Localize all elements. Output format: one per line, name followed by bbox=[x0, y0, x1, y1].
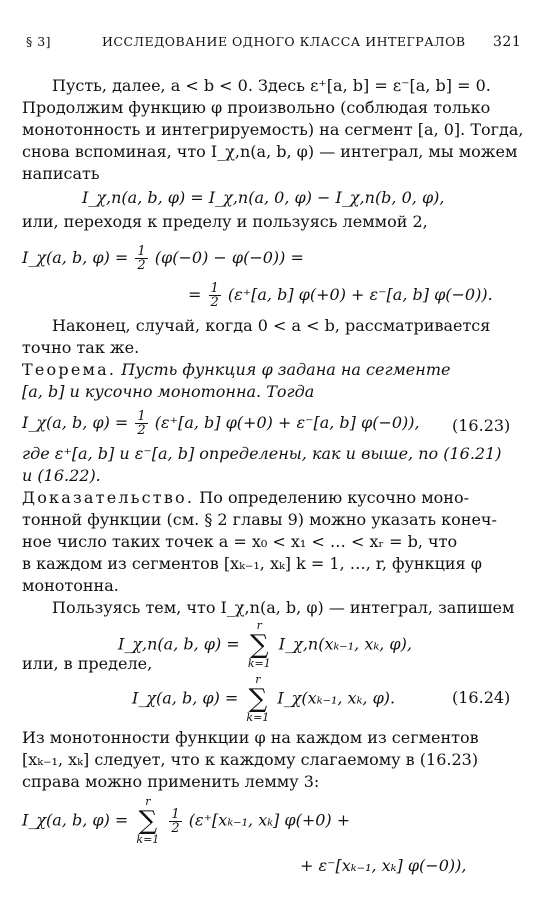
eq-lhs: I_χ,n(a, b, φ) = bbox=[118, 634, 240, 654]
theorem-text: Пусть функция φ задана на сегменте bbox=[121, 360, 451, 379]
equation-continuation: + ε⁻[xₖ₋₁, xₖ] φ(−0)), bbox=[300, 856, 467, 875]
equation-continuation: = $\frac{1}{2}$ (ε⁺[a, b] φ(+0) + ε⁻[a, b] φ(−0)). bbox=[188, 281, 493, 310]
fraction: $\frac{1}{2}$ bbox=[137, 409, 146, 438]
theorem-label: Теорема. bbox=[22, 360, 117, 379]
header-title: ИССЛЕДОВАНИЕ ОДНОГО КЛАССА ИНТЕГРАЛОВ bbox=[102, 34, 466, 49]
eq-lhs: I_χ(a, b, φ) = bbox=[22, 248, 129, 267]
eq-rhs: (φ(−0) − φ(−0)) = bbox=[154, 248, 304, 267]
text-line: снова вспоминая, что I_χ,n(a, b, φ) — интеграл, мы можем bbox=[22, 142, 518, 161]
eq-rhs: (ε⁺[xₖ₋₁, xₖ] φ(+0) + bbox=[188, 810, 351, 830]
equation: I_χ,n(a, b, φ) = I_χ,n(a, 0, φ) − I_χ,n(b, 0, φ), bbox=[82, 188, 445, 207]
proof-text: По определению кусочно моно- bbox=[199, 488, 470, 507]
theorem-text: и (16.22). bbox=[22, 466, 101, 485]
equation-number: (16.23) bbox=[452, 416, 511, 435]
text-line: справа можно применить лемму 3: bbox=[22, 772, 320, 791]
text-line: ное число таких точек a = x₀ < x₁ < … < xᵣ = b, что bbox=[22, 532, 458, 551]
summation: r ∑ k=1 bbox=[246, 673, 270, 724]
text-line: Из монотонности функции φ на каждом из сегментов bbox=[22, 728, 479, 747]
fraction: $\frac{1}{2}$ bbox=[210, 281, 219, 310]
theorem-text: где ε⁺[a, b] и ε⁻[a, b] определены, как и выше, по (16.21) bbox=[22, 444, 502, 463]
section-marker: § 3] bbox=[26, 34, 52, 49]
text-line: монотонна. bbox=[22, 576, 119, 595]
eq-rhs: I_χ,n(xₖ₋₁, xₖ, φ), bbox=[278, 634, 412, 654]
equation-number: (16.24) bbox=[452, 688, 511, 707]
summation: r ∑ k=1 bbox=[136, 795, 160, 846]
text-line: Пользуясь тем, что I_χ,n(a, b, φ) — интеграл, запишем bbox=[52, 598, 515, 617]
text-line: Продолжим функцию φ произвольно (соблюдая только bbox=[22, 98, 491, 117]
text-line: Наконец, случай, когда 0 < a < b, рассматривается bbox=[52, 316, 491, 335]
theorem-text: [a, b] и кусочно монотонна. Тогда bbox=[22, 382, 315, 401]
fraction: $\frac{1}{2}$ bbox=[137, 244, 146, 273]
equation bbox=[22, 796, 541, 846]
text-line: или, переходя к пределу и пользуясь леммой 2, bbox=[22, 212, 428, 231]
eq-rhs: (ε⁺[a, b] φ(+0) + ε⁻[a, b] φ(−0)), bbox=[154, 413, 420, 432]
eq-rhs: I_χ(xₖ₋₁, xₖ, φ). bbox=[277, 688, 396, 708]
equation bbox=[22, 245, 541, 272]
text-line: написать bbox=[22, 164, 100, 183]
proof-line bbox=[22, 488, 514, 508]
eq-lhs: I_χ(a, b, φ) = bbox=[22, 413, 129, 432]
text-line: тонной функции (см. § 2 главы 9) можно указать конеч- bbox=[22, 510, 497, 529]
text-line: монотонность и интегрируемость) на сегмент [a, 0]. Тогда, bbox=[22, 120, 524, 139]
text-line: точно так же. bbox=[22, 338, 140, 357]
theorem-line bbox=[22, 360, 514, 380]
summation: r ∑ k=1 bbox=[247, 619, 271, 670]
eq-rhs: (ε⁺[a, b] φ(+0) + ε⁻[a, b] φ(−0)). bbox=[227, 285, 493, 304]
text-line: или, в пределе, bbox=[22, 654, 153, 673]
text-line: в каждом из сегментов [xₖ₋₁, xₖ] k = 1, …, r, функция φ bbox=[22, 554, 482, 573]
text-line: [xₖ₋₁, xₖ] следует, что к каждому слагаемому в (16.23) bbox=[22, 750, 479, 769]
proof-label: Доказательство. bbox=[22, 488, 195, 507]
eq-lhs: I_χ(a, b, φ) = bbox=[132, 688, 239, 708]
page-number: 321 bbox=[493, 34, 522, 50]
fraction: $\frac{1}{2}$ bbox=[171, 806, 180, 836]
eq-lhs: I_χ(a, b, φ) = bbox=[22, 810, 129, 830]
text-line: Пусть, далее, a < b < 0. Здесь ε⁺[a, b] = ε⁻[a, b] = 0. bbox=[52, 76, 491, 95]
